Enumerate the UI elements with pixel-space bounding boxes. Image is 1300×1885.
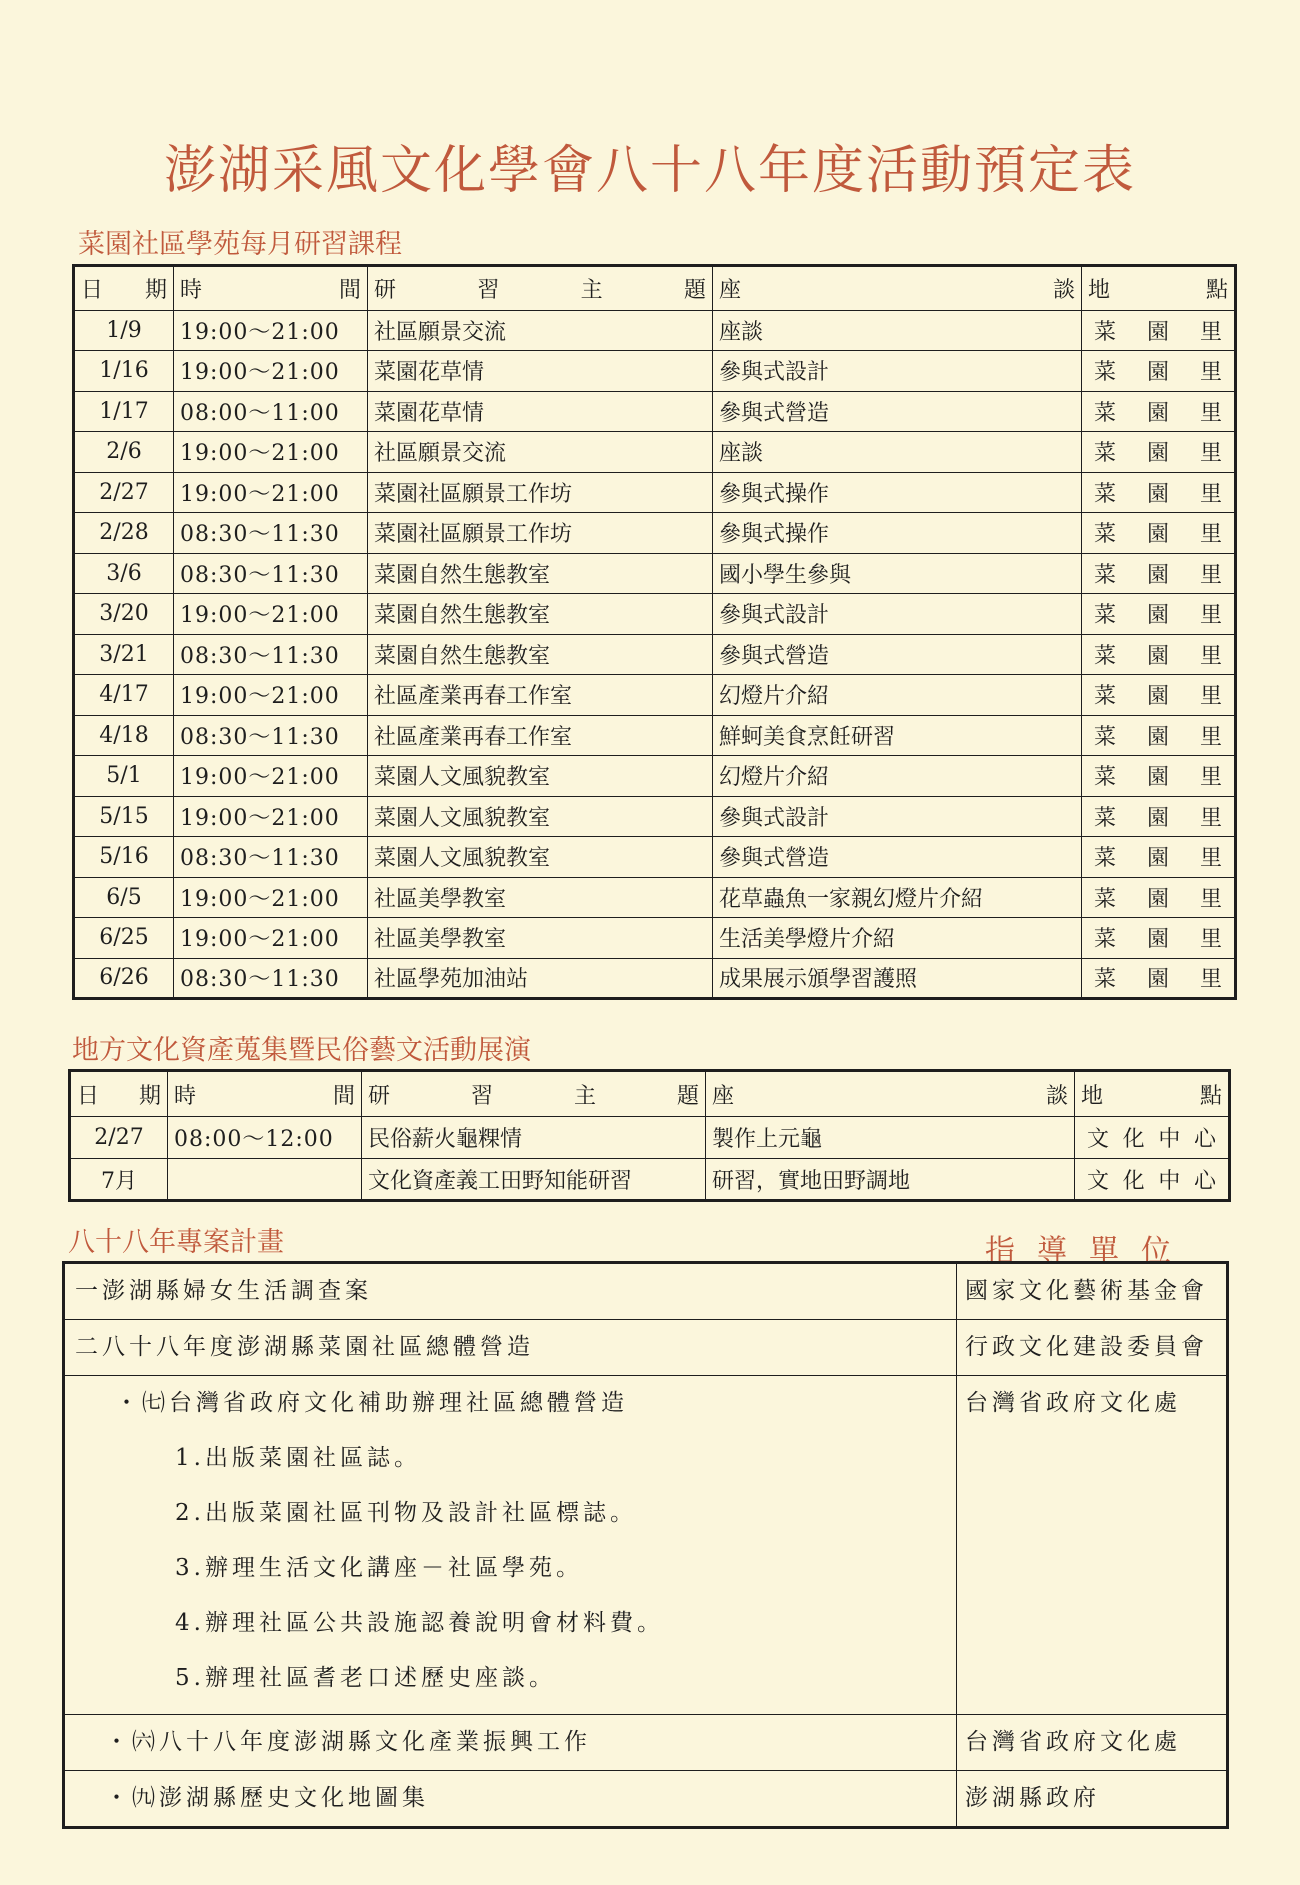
- char: 里: [1199, 360, 1222, 386]
- cell-place: [1082, 513, 1236, 554]
- cell-date: 5/1: [74, 756, 174, 797]
- char: 座: [712, 1083, 735, 1109]
- char: 菜: [1094, 684, 1117, 710]
- char: 里: [1199, 319, 1222, 345]
- guide-unit-text: 澎湖縣政府: [965, 1785, 1100, 1811]
- char: 中: [1158, 1127, 1181, 1152]
- char: 研: [374, 277, 397, 303]
- project-row: [64, 1771, 1228, 1828]
- cell-talk: 參與式營造: [713, 391, 1082, 432]
- project-text: ・㈨澎湖縣歷史文化地圖集: [105, 1785, 429, 1811]
- cell-date: 4/18: [74, 715, 174, 756]
- table-row: [74, 837, 1236, 878]
- char: 菜: [1094, 319, 1117, 345]
- char: 園: [1146, 805, 1169, 831]
- cell-place: [1082, 837, 1236, 878]
- cell-talk: 國小學生參與: [713, 553, 1082, 594]
- char: 談: [1045, 1083, 1068, 1109]
- guide-unit: [957, 1320, 1228, 1376]
- char: 菜: [1094, 481, 1117, 507]
- char: 里: [1199, 562, 1222, 588]
- cell-topic: 民俗薪火龜粿情: [362, 1117, 706, 1159]
- cell-topic: 社區願景交流: [368, 432, 713, 473]
- char: 菜: [1094, 441, 1117, 467]
- cell-topic: 菜園社區願景工作坊: [368, 513, 713, 554]
- guide-unit: [957, 1263, 1228, 1320]
- cell-talk: 參與式營造: [713, 837, 1082, 878]
- section2-title: 地方文化資產蒐集暨民俗藝文活動展演: [72, 1035, 531, 1066]
- char: 菜: [1094, 562, 1117, 588]
- char: 時: [180, 277, 203, 303]
- page-title: 澎湖采風文化學會八十八年度活動預定表: [163, 141, 1136, 201]
- char: 里: [1199, 481, 1222, 507]
- char: 文: [1087, 1127, 1110, 1152]
- char: 習: [477, 277, 500, 303]
- project-text: 二八十八年度澎湖縣菜園社區總體營造: [75, 1334, 534, 1360]
- cell-talk: 座談: [713, 432, 1082, 473]
- header-row: [74, 266, 1236, 311]
- project-item: [64, 1715, 957, 1771]
- char: 園: [1146, 643, 1169, 669]
- cell-time: 08:30～11:30: [174, 837, 368, 878]
- char: 題: [683, 277, 706, 303]
- cell-place: [1082, 472, 1236, 513]
- cell-talk: 研習，實地田野調地: [706, 1159, 1075, 1201]
- cell-place: [1082, 918, 1236, 959]
- char: 里: [1199, 886, 1222, 912]
- cell-time: 08:30～11:30: [174, 958, 368, 999]
- char: 研: [368, 1083, 391, 1109]
- cell-date: 1/17: [74, 391, 174, 432]
- project-item: [64, 1263, 957, 1320]
- cell-topic: 菜園自然生態教室: [368, 594, 713, 635]
- cell-time: [168, 1159, 362, 1201]
- cell-talk: 鮮蚵美食烹飪研習: [713, 715, 1082, 756]
- project-subitem: 2.出版菜園社區刊物及設計社區標誌。: [175, 1500, 637, 1526]
- char: 心: [1193, 1168, 1216, 1194]
- char: 地: [1088, 277, 1111, 303]
- char: 菜: [1094, 846, 1117, 872]
- char: 間: [338, 277, 361, 303]
- char: 里: [1199, 724, 1222, 750]
- project-item: [64, 1376, 957, 1715]
- char: 園: [1146, 886, 1169, 912]
- cell-time: 08:00～11:00: [174, 391, 368, 432]
- char: 園: [1146, 319, 1169, 345]
- char: 日: [81, 277, 104, 303]
- cell-topic: 菜園自然生態教室: [368, 553, 713, 594]
- char: 園: [1146, 360, 1169, 386]
- project-item: [64, 1771, 957, 1828]
- char: 菜: [1094, 360, 1117, 386]
- project-row: [64, 1715, 1228, 1771]
- char: 菜: [1094, 522, 1117, 548]
- table-row: [74, 675, 1236, 716]
- cell-talk: 製作上元龜: [706, 1117, 1075, 1159]
- cell-talk: 參與式營造: [713, 634, 1082, 675]
- project-row: [64, 1263, 1228, 1320]
- char: 菜: [1094, 805, 1117, 831]
- guide-unit: [957, 1376, 1228, 1715]
- table-row: [74, 958, 1236, 999]
- cell-time: 08:30～11:30: [174, 715, 368, 756]
- cell-topic: 社區產業再春工作室: [368, 715, 713, 756]
- guide-unit-title: 指導單位: [985, 1234, 1193, 1269]
- header-row: [70, 1071, 1230, 1117]
- char: 間: [332, 1083, 355, 1109]
- culture-activity-table: [68, 1069, 1231, 1202]
- table-row: [74, 310, 1236, 351]
- cell-topic: 菜園花草情: [368, 351, 713, 392]
- cell-place: [1082, 391, 1236, 432]
- cell-topic: 社區願景交流: [368, 310, 713, 351]
- char: 菜: [1094, 724, 1117, 750]
- char: 里: [1199, 846, 1222, 872]
- table-row: [74, 918, 1236, 959]
- cell-place: [1082, 351, 1236, 392]
- char: 日: [77, 1083, 100, 1109]
- section3-title: 八十八年專案計畫: [68, 1227, 284, 1258]
- table-row: [74, 756, 1236, 797]
- guide-unit-text: 行政文化建設委員會: [965, 1334, 1208, 1360]
- project-text: 一澎湖縣婦女生活調查案: [75, 1278, 372, 1304]
- cell-talk: 幻燈片介紹: [713, 675, 1082, 716]
- cell-time: 19:00～21:00: [174, 594, 368, 635]
- cell-date: 5/15: [74, 796, 174, 837]
- guide-unit: [957, 1715, 1228, 1771]
- cell-time: 19:00～21:00: [174, 796, 368, 837]
- project-text: ・㈦台灣省政府文化補助辦理社區總體營造: [115, 1390, 628, 1416]
- guide-unit-text: 台灣省政府文化處: [965, 1390, 1181, 1416]
- project-subitem: 5.辦理社區耆老口述歷史座談。: [175, 1665, 556, 1691]
- table-row: [74, 513, 1236, 554]
- cell-date: 2/28: [74, 513, 174, 554]
- cell-date: 2/6: [74, 432, 174, 473]
- char: 菜: [1094, 400, 1117, 426]
- cell-date: 6/25: [74, 918, 174, 959]
- table-row: [74, 553, 1236, 594]
- cell-topic: 菜園人文風貌教室: [368, 756, 713, 797]
- cell-date: 3/20: [74, 594, 174, 635]
- cell-time: 19:00～21:00: [174, 351, 368, 392]
- char: 里: [1199, 400, 1222, 426]
- char: 點: [1205, 277, 1228, 303]
- cell-place: [1082, 594, 1236, 635]
- header-topic: [362, 1071, 706, 1117]
- table-row: [74, 634, 1236, 675]
- project-subitem: 3.辦理生活文化講座－社區學苑。: [175, 1555, 583, 1581]
- guide-unit-text: 台灣省政府文化處: [965, 1729, 1181, 1755]
- char: 里: [1199, 684, 1222, 710]
- cell-date: 6/26: [74, 958, 174, 999]
- table-row: [74, 432, 1236, 473]
- cell-topic: 社區產業再春工作室: [368, 675, 713, 716]
- project-text: ・㈥八十八年度澎湖縣文化產業振興工作: [105, 1729, 591, 1755]
- table-row: [74, 796, 1236, 837]
- char: 里: [1199, 927, 1222, 953]
- header-topic: [368, 266, 713, 311]
- cell-place: [1082, 675, 1236, 716]
- cell-topic: 菜園人文風貌教室: [368, 796, 713, 837]
- cell-place: [1075, 1117, 1230, 1159]
- char: 菜: [1094, 967, 1117, 993]
- char: 園: [1146, 481, 1169, 507]
- cell-topic: 社區美學教室: [368, 877, 713, 918]
- cell-place: [1082, 756, 1236, 797]
- cell-place: [1082, 715, 1236, 756]
- section1-title: 菜園社區學苑每月研習課程: [78, 229, 402, 260]
- table-row: [74, 877, 1236, 918]
- cell-time: 08:30～11:30: [174, 513, 368, 554]
- char: 主: [573, 1083, 596, 1109]
- cell-talk: 幻燈片介紹: [713, 756, 1082, 797]
- cell-date: 7月: [70, 1159, 168, 1201]
- char: 里: [1199, 603, 1222, 629]
- cell-topic: 菜園花草情: [368, 391, 713, 432]
- table-row: [74, 715, 1236, 756]
- char: 菜: [1094, 927, 1117, 953]
- cell-topic: 菜園人文風貌教室: [368, 837, 713, 878]
- cell-date: 3/6: [74, 553, 174, 594]
- cell-place: [1082, 432, 1236, 473]
- cell-talk: 花草蟲魚一家親幻燈片介紹: [713, 877, 1082, 918]
- cell-talk: 參與式操作: [713, 472, 1082, 513]
- table-row: [74, 472, 1236, 513]
- header-time: [174, 266, 368, 311]
- project-subitem: 1.出版菜園社區誌。: [175, 1445, 421, 1471]
- char: 菜: [1094, 886, 1117, 912]
- char: 心: [1193, 1127, 1216, 1152]
- cell-topic: 社區美學教室: [368, 918, 713, 959]
- cell-place: [1082, 877, 1236, 918]
- char: 園: [1146, 967, 1169, 993]
- project-row: [64, 1320, 1228, 1376]
- char: 菜: [1094, 643, 1117, 669]
- project-subitem: 4.辦理社區公共設施認養說明會材料費。: [175, 1610, 664, 1636]
- table-row: [70, 1117, 1230, 1159]
- header-time: [168, 1071, 362, 1117]
- cell-date: 3/21: [74, 634, 174, 675]
- char: 園: [1146, 846, 1169, 872]
- char: 園: [1146, 724, 1169, 750]
- cell-time: 19:00～21:00: [174, 472, 368, 513]
- cell-topic: 文化資產義工田野知能研習: [362, 1159, 706, 1201]
- cell-topic: 社區學苑加油站: [368, 958, 713, 999]
- project-row: [64, 1376, 1228, 1715]
- header-date: [70, 1071, 168, 1117]
- table-row: [70, 1159, 1230, 1201]
- cell-time: 08:30～11:30: [174, 634, 368, 675]
- cell-time: 08:30～11:30: [174, 553, 368, 594]
- project-item: [64, 1320, 957, 1376]
- table-row: [74, 351, 1236, 392]
- char: 中: [1158, 1168, 1181, 1194]
- char: 里: [1199, 441, 1222, 467]
- char: 里: [1199, 765, 1222, 791]
- char: 點: [1199, 1083, 1222, 1109]
- cell-topic: 菜園社區願景工作坊: [368, 472, 713, 513]
- char: 化: [1122, 1127, 1145, 1152]
- header-date: [74, 266, 174, 311]
- cell-time: 19:00～21:00: [174, 675, 368, 716]
- char: 里: [1199, 805, 1222, 831]
- char: 園: [1146, 603, 1169, 629]
- cell-talk: 參與式設計: [713, 594, 1082, 635]
- char: 題: [676, 1083, 699, 1109]
- char: 化: [1122, 1168, 1145, 1194]
- char: 習: [470, 1083, 493, 1109]
- cell-place: [1075, 1159, 1230, 1201]
- cell-date: 2/27: [74, 472, 174, 513]
- cell-place: [1082, 796, 1236, 837]
- cell-time: 08:00～12:00: [168, 1117, 362, 1159]
- cell-date: 1/16: [74, 351, 174, 392]
- char: 園: [1146, 400, 1169, 426]
- char: 期: [138, 1083, 161, 1109]
- char: 里: [1199, 967, 1222, 993]
- char: 園: [1146, 562, 1169, 588]
- cell-talk: 參與式操作: [713, 513, 1082, 554]
- cell-date: 4/17: [74, 675, 174, 716]
- char: 園: [1146, 522, 1169, 548]
- cell-time: 19:00～21:00: [174, 756, 368, 797]
- cell-time: 19:00～21:00: [174, 877, 368, 918]
- char: 談: [1052, 277, 1075, 303]
- header-place: [1082, 266, 1236, 311]
- cell-place: [1082, 634, 1236, 675]
- char: 菜: [1094, 765, 1117, 791]
- char: 座: [719, 277, 742, 303]
- cell-date: 2/27: [70, 1117, 168, 1159]
- cell-time: 19:00～21:00: [174, 432, 368, 473]
- cell-date: 5/16: [74, 837, 174, 878]
- cell-topic: 菜園自然生態教室: [368, 634, 713, 675]
- monthly-course-table: [72, 264, 1237, 1000]
- cell-talk: 參與式設計: [713, 796, 1082, 837]
- header-talk: [706, 1071, 1075, 1117]
- char: 里: [1199, 522, 1222, 548]
- char: 文: [1087, 1168, 1110, 1194]
- char: 園: [1146, 765, 1169, 791]
- char: 地: [1081, 1083, 1104, 1109]
- cell-place: [1082, 958, 1236, 999]
- char: 主: [580, 277, 603, 303]
- cell-talk: 參與式設計: [713, 351, 1082, 392]
- char: 期: [144, 277, 167, 303]
- guide-unit: [957, 1771, 1228, 1828]
- cell-talk: 生活美學燈片介紹: [713, 918, 1082, 959]
- guide-unit-text: 國家文化藝術基金會: [965, 1278, 1208, 1304]
- char: 園: [1146, 684, 1169, 710]
- cell-talk: 成果展示頒學習護照: [713, 958, 1082, 999]
- cell-date: 6/5: [74, 877, 174, 918]
- cell-place: [1082, 310, 1236, 351]
- table-row: [74, 594, 1236, 635]
- char: 園: [1146, 927, 1169, 953]
- header-place: [1075, 1071, 1230, 1117]
- table-row: [74, 391, 1236, 432]
- cell-date: 1/9: [74, 310, 174, 351]
- cell-time: 19:00～21:00: [174, 310, 368, 351]
- header-talk: [713, 266, 1082, 311]
- cell-talk: 座談: [713, 310, 1082, 351]
- char: 菜: [1094, 603, 1117, 629]
- cell-place: [1082, 553, 1236, 594]
- char: 時: [174, 1083, 197, 1109]
- char: 園: [1146, 441, 1169, 467]
- char: 里: [1199, 643, 1222, 669]
- cell-time: 19:00～21:00: [174, 918, 368, 959]
- project-plan-table: [62, 1261, 1229, 1829]
